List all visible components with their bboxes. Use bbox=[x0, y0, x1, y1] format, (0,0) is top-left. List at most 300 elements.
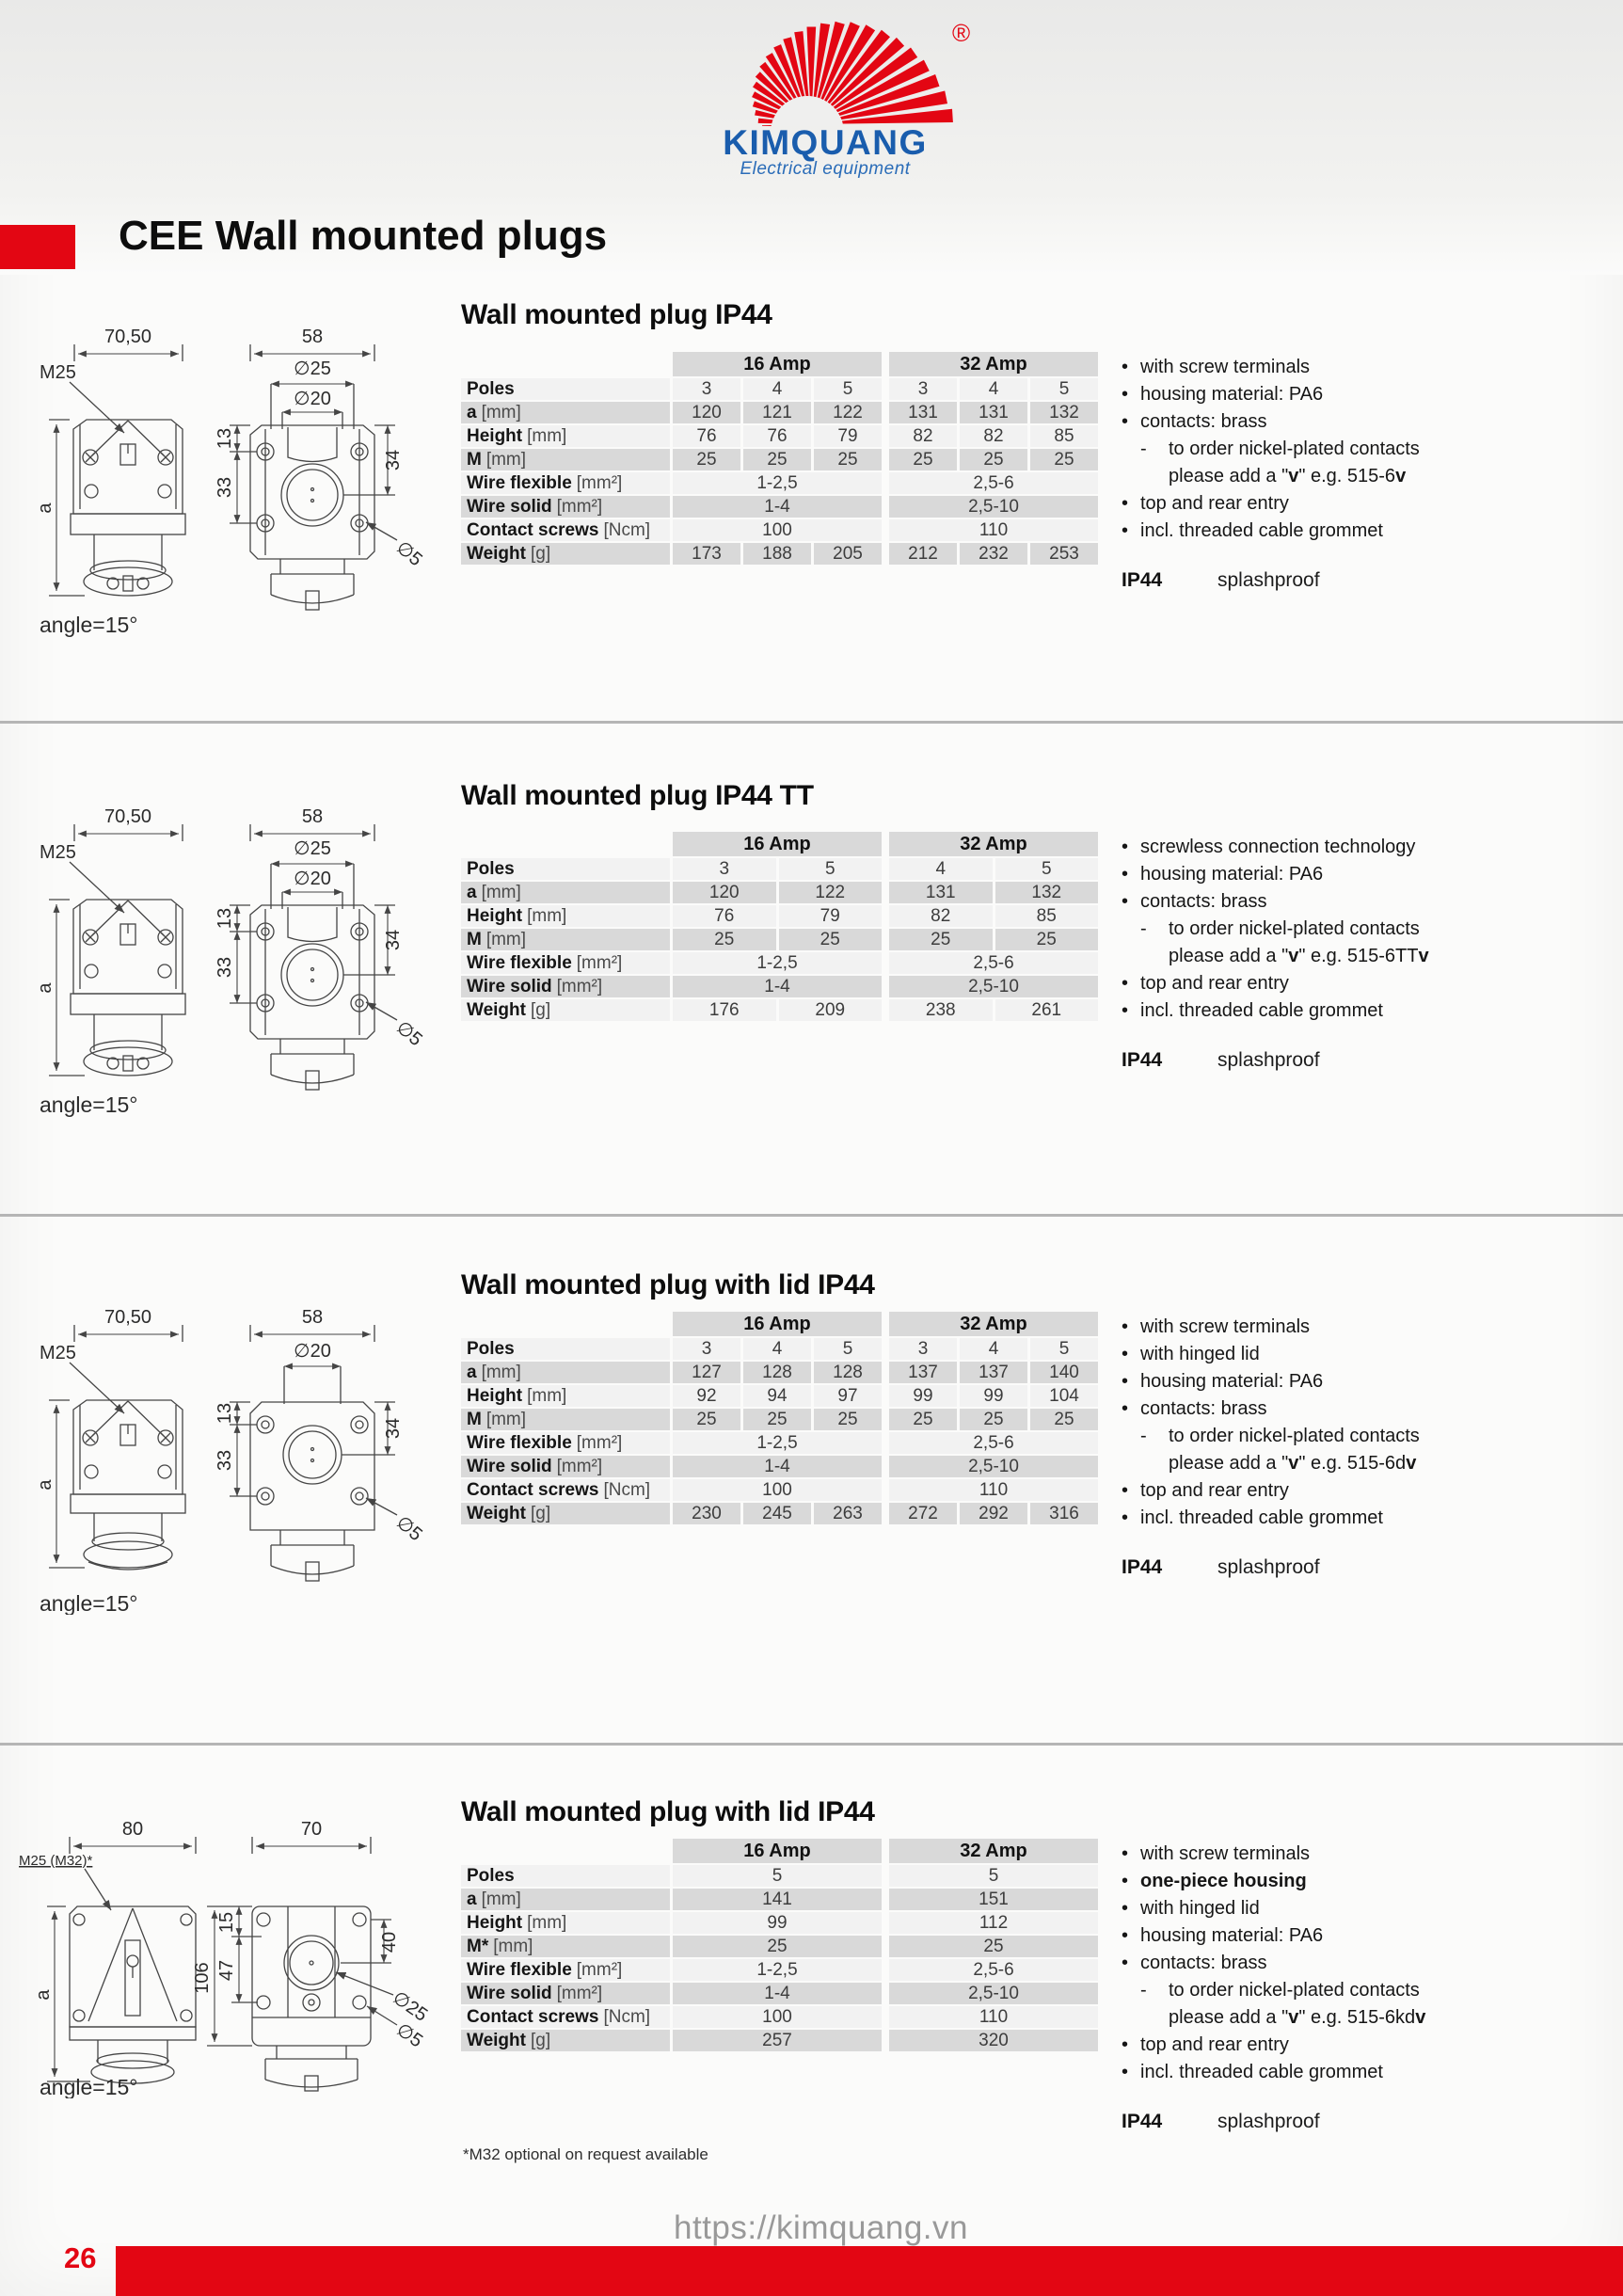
table-row bbox=[461, 2030, 1101, 2051]
amp-group bbox=[889, 449, 1098, 470]
table-cell: 2,5-6 bbox=[889, 472, 1098, 494]
table-cell: 2,5-10 bbox=[889, 496, 1098, 518]
table-row bbox=[461, 402, 1101, 423]
table-row bbox=[461, 449, 1101, 470]
table-cell: 132 bbox=[1030, 402, 1098, 423]
feature-item: • housing material: PA6 bbox=[1122, 864, 1324, 885]
table-row bbox=[461, 1912, 1101, 1934]
technical-drawing bbox=[15, 314, 438, 639]
amp-column-header: 16 Amp bbox=[673, 832, 882, 856]
feature-item: • housing material: PA6 bbox=[1122, 1925, 1324, 1946]
amp-column-header: 32 Amp bbox=[889, 832, 1098, 856]
amp-group bbox=[889, 1338, 1098, 1360]
table-cell: 257 bbox=[673, 2030, 882, 2051]
feature-item: • with screw terminals bbox=[1122, 1843, 1311, 1864]
table-cell: 320 bbox=[889, 2030, 1098, 2051]
table-cell: 99 bbox=[960, 1385, 1027, 1407]
table-cell: 25 bbox=[889, 929, 993, 950]
table-cell: 3 bbox=[889, 378, 957, 400]
table-cell: 131 bbox=[960, 402, 1027, 423]
amp-group bbox=[889, 402, 1098, 423]
feature-item: • incl. threaded cable grommet bbox=[1122, 2062, 1383, 2082]
dim-label: 70,50 bbox=[103, 806, 152, 827]
amp-group bbox=[673, 1385, 882, 1407]
amp-group bbox=[673, 1409, 882, 1430]
table-cell: 5 bbox=[995, 858, 1099, 880]
feature-item: • incl. threaded cable grommet bbox=[1122, 1507, 1383, 1528]
row-label: Contact screws [Ncm] bbox=[461, 519, 670, 541]
table-row bbox=[461, 929, 1101, 950]
page-title: CEE Wall mounted plugs bbox=[119, 213, 608, 259]
feature-note-text: to order nickel-plated contacts please add a "v" e.g. 515-6v bbox=[1169, 438, 1420, 486]
table-row bbox=[461, 1479, 1101, 1501]
amp-group bbox=[673, 425, 882, 447]
amp-group bbox=[889, 543, 1098, 565]
table-cell: 1-2,5 bbox=[673, 1432, 882, 1454]
table-cell: 110 bbox=[889, 519, 1098, 541]
table-cell: 131 bbox=[889, 882, 993, 903]
row-label: a [mm] bbox=[461, 1362, 670, 1383]
section-title: Wall mounted plug with lid IP44 bbox=[461, 1269, 875, 1300]
row-label: M [mm] bbox=[461, 929, 670, 950]
section-title: Wall mounted plug IP44 bbox=[461, 299, 772, 330]
table-cell: 25 bbox=[743, 1409, 811, 1430]
amp-group bbox=[673, 1338, 882, 1360]
row-label: Wire flexible [mm²] bbox=[461, 952, 670, 974]
feature-item: • contacts: brass bbox=[1122, 1953, 1267, 1973]
feature-note-text: to order nickel-plated contacts please add a "v" e.g. 515-6TTv bbox=[1169, 918, 1429, 966]
amp-group bbox=[673, 1456, 882, 1477]
dim-label: ∅5 bbox=[391, 1016, 426, 1051]
table-cell: 232 bbox=[960, 543, 1027, 565]
logo-fan-icon bbox=[670, 13, 980, 126]
table-cell: 25 bbox=[814, 1409, 882, 1430]
amp-group bbox=[889, 1432, 1098, 1454]
row-label: M [mm] bbox=[461, 1409, 670, 1430]
row-label: Contact screws [Ncm] bbox=[461, 1479, 670, 1501]
table-cell: 25 bbox=[960, 449, 1027, 470]
table-cell: 131 bbox=[889, 402, 957, 423]
amp-group bbox=[889, 1503, 1098, 1524]
table-cell: 25 bbox=[889, 1936, 1098, 1957]
amp-group bbox=[673, 976, 882, 997]
table-cell: 85 bbox=[1030, 425, 1098, 447]
feature-list bbox=[1122, 354, 1623, 592]
table-cell: 132 bbox=[995, 882, 1099, 903]
table-cell: 25 bbox=[673, 449, 740, 470]
company-logo bbox=[670, 13, 980, 179]
table-row bbox=[461, 952, 1101, 974]
table-cell: 4 bbox=[743, 1338, 811, 1360]
dim-label: 58 bbox=[301, 327, 324, 347]
table-cell: 76 bbox=[743, 425, 811, 447]
dim-label: 70,50 bbox=[103, 327, 152, 347]
table-cell: 82 bbox=[889, 905, 993, 927]
amp-group bbox=[889, 1362, 1098, 1383]
dim-label: ∅20 bbox=[294, 389, 331, 409]
row-label: Height [mm] bbox=[461, 1385, 670, 1407]
table-cell: 2,5-6 bbox=[889, 952, 1098, 974]
table-cell: 173 bbox=[673, 543, 740, 565]
table-row bbox=[461, 2006, 1101, 2028]
row-label: Poles bbox=[461, 858, 670, 880]
table-row bbox=[461, 976, 1101, 997]
table-cell: 1-2,5 bbox=[673, 472, 882, 494]
table-cell: 4 bbox=[889, 858, 993, 880]
amp-group bbox=[673, 1959, 882, 1981]
row-label: M* [mm] bbox=[461, 1936, 670, 1957]
amp-group bbox=[673, 1983, 882, 2004]
feature-item: • with screw terminals bbox=[1122, 357, 1311, 377]
amp-group bbox=[673, 882, 882, 903]
table-cell: 85 bbox=[995, 905, 1099, 927]
angle-label: angle=15° bbox=[40, 1092, 138, 1117]
amp-group bbox=[889, 2006, 1098, 2028]
amp-column-header: 16 Amp bbox=[673, 1312, 882, 1336]
dim-label: ∅20 bbox=[294, 1341, 331, 1362]
amp-group bbox=[673, 449, 882, 470]
table-cell: 112 bbox=[889, 1912, 1098, 1934]
amp-group bbox=[889, 1936, 1098, 1957]
footer-bar bbox=[116, 2246, 1623, 2296]
table-cell: 1-4 bbox=[673, 976, 882, 997]
amp-group bbox=[889, 1456, 1098, 1477]
amp-group bbox=[889, 1912, 1098, 1934]
table-cell: 205 bbox=[814, 543, 882, 565]
amp-group bbox=[673, 519, 882, 541]
row-label: Poles bbox=[461, 1865, 670, 1887]
row-label: Height [mm] bbox=[461, 905, 670, 927]
row-label: Wire flexible [mm²] bbox=[461, 1959, 670, 1981]
table-cell: 79 bbox=[814, 425, 882, 447]
dim-label: 58 bbox=[301, 1307, 324, 1328]
dim-label: 34 bbox=[383, 1417, 404, 1440]
technical-drawing bbox=[15, 1816, 438, 2098]
table-cell: 1-4 bbox=[673, 496, 882, 518]
table-row bbox=[461, 1385, 1101, 1407]
table-row bbox=[461, 1959, 1101, 1981]
spec-table bbox=[461, 352, 1101, 566]
dim-label: 70 bbox=[300, 1819, 323, 1840]
dim-label: a bbox=[33, 1989, 54, 2001]
amp-group bbox=[673, 1503, 882, 1524]
feature-item: • top and rear entry bbox=[1122, 493, 1289, 514]
dim-label: 34 bbox=[383, 929, 404, 951]
table-cell: 2,5-6 bbox=[889, 1432, 1098, 1454]
feature-note: - to order nickel-plated contacts please add a "v" e.g. 515-6v bbox=[1122, 436, 1623, 490]
dim-label: 106 bbox=[192, 1962, 213, 1994]
table-header-row bbox=[461, 832, 1101, 856]
technical-drawing bbox=[15, 1304, 438, 1615]
amp-group bbox=[889, 929, 1098, 950]
table-cell: 104 bbox=[1030, 1385, 1098, 1407]
dim-label: 40 bbox=[379, 1931, 400, 1953]
amp-column-header: 32 Amp bbox=[889, 1312, 1098, 1336]
row-label: Contact screws [Ncm] bbox=[461, 2006, 670, 2028]
table-cell: 2,5-10 bbox=[889, 1456, 1098, 1477]
feature-item: • with screw terminals bbox=[1122, 1316, 1311, 1337]
table-cell: 100 bbox=[673, 1479, 882, 1501]
brand-tagline: Electrical equipment bbox=[740, 159, 911, 179]
row-label: Wire solid [mm²] bbox=[461, 496, 670, 518]
table-header-row bbox=[461, 1839, 1101, 1863]
table-header-spacer bbox=[461, 832, 670, 856]
amp-column-header: 32 Amp bbox=[889, 1839, 1098, 1863]
feature-note-text: to order nickel-plated contacts please add a "v" e.g. 515-6kdv bbox=[1169, 1980, 1426, 2028]
amp-group bbox=[673, 905, 882, 927]
registered-mark: ® bbox=[952, 19, 971, 47]
row-label: a [mm] bbox=[461, 402, 670, 423]
table-cell: 1-4 bbox=[673, 1456, 882, 1477]
table-row bbox=[461, 882, 1101, 903]
dim-label: ∅25 bbox=[294, 838, 331, 859]
row-label: M [mm] bbox=[461, 449, 670, 470]
amp-group bbox=[673, 2030, 882, 2051]
table-cell: 25 bbox=[995, 929, 1099, 950]
amp-group bbox=[673, 1889, 882, 1910]
feature-item: • with hinged lid bbox=[1122, 1898, 1260, 1919]
amp-group bbox=[673, 1865, 882, 1887]
table-cell: 2,5-10 bbox=[889, 976, 1098, 997]
dim-label: 33 bbox=[215, 1449, 235, 1472]
table-header-spacer bbox=[461, 1312, 670, 1336]
table-row bbox=[461, 425, 1101, 447]
amp-group bbox=[889, 378, 1098, 400]
feature-list bbox=[1122, 1841, 1623, 2133]
amp-group bbox=[889, 976, 1098, 997]
angle-label: angle=15° bbox=[40, 2075, 138, 2098]
feature-list bbox=[1122, 834, 1623, 1072]
section-divider bbox=[0, 1214, 1623, 1217]
table-row bbox=[461, 1889, 1101, 1910]
amp-group bbox=[889, 1385, 1098, 1407]
amp-group bbox=[889, 905, 1098, 927]
feature-item: • incl. threaded cable grommet bbox=[1122, 1000, 1383, 1021]
table-cell: 263 bbox=[814, 1503, 882, 1524]
table-cell: 5 bbox=[814, 378, 882, 400]
table-cell: 25 bbox=[814, 449, 882, 470]
dim-label: ∅20 bbox=[294, 869, 331, 889]
page-number: 26 bbox=[64, 2241, 97, 2274]
amp-group bbox=[889, 882, 1098, 903]
table-cell: 25 bbox=[889, 1409, 957, 1430]
table-cell: 261 bbox=[995, 999, 1099, 1021]
table-cell: 316 bbox=[1030, 1503, 1098, 1524]
table-cell: 5 bbox=[673, 1865, 882, 1887]
row-label: Wire solid [mm²] bbox=[461, 1456, 670, 1477]
amp-column-header: 16 Amp bbox=[673, 1839, 882, 1863]
title-accent-bar bbox=[0, 225, 75, 269]
row-label: Weight [g] bbox=[461, 2030, 670, 2051]
table-row bbox=[461, 858, 1101, 880]
table-cell: 110 bbox=[889, 2006, 1098, 2028]
table-cell: 100 bbox=[673, 519, 882, 541]
table-cell: 245 bbox=[743, 1503, 811, 1524]
dim-label: a bbox=[35, 502, 56, 514]
amp-column-header: 16 Amp bbox=[673, 352, 882, 376]
row-label: a [mm] bbox=[461, 1889, 670, 1910]
dim-label: 33 bbox=[215, 476, 235, 499]
feature-item: • screwless connection technology bbox=[1122, 837, 1416, 857]
table-row bbox=[461, 472, 1101, 494]
amp-group bbox=[889, 496, 1098, 518]
brand-name: KIMQUANG bbox=[723, 123, 928, 162]
table-cell: 25 bbox=[889, 449, 957, 470]
table-cell: 2,5-6 bbox=[889, 1959, 1098, 1981]
table-header-row bbox=[461, 1312, 1101, 1336]
dim-label: M25 bbox=[40, 842, 76, 863]
table-cell: 99 bbox=[889, 1385, 957, 1407]
amp-group bbox=[889, 952, 1098, 974]
dim-label: 33 bbox=[215, 956, 235, 979]
technical-drawing bbox=[15, 794, 438, 1119]
table-row bbox=[461, 1432, 1101, 1454]
table-cell: 5 bbox=[1030, 1338, 1098, 1360]
table-cell: 94 bbox=[743, 1385, 811, 1407]
dim-label: ∅5 bbox=[391, 1511, 426, 1546]
dim-label: 58 bbox=[301, 806, 324, 827]
amp-group bbox=[673, 929, 882, 950]
amp-group bbox=[889, 858, 1098, 880]
amp-group bbox=[889, 425, 1098, 447]
table-row bbox=[461, 999, 1101, 1021]
table-cell: 209 bbox=[779, 999, 883, 1021]
protection-rating: IP44 splashproof bbox=[1122, 2111, 1320, 2132]
dim-label: 13 bbox=[215, 427, 235, 450]
row-label: Wire flexible [mm²] bbox=[461, 472, 670, 494]
amp-group bbox=[889, 1983, 1098, 2004]
website-watermark: https://kimquang.vn bbox=[674, 2209, 968, 2246]
footnote: *M32 optional on request available bbox=[463, 2145, 708, 2163]
table-cell: 120 bbox=[673, 402, 740, 423]
feature-note: - to order nickel-plated contacts please add a "v" e.g. 515-6dv bbox=[1122, 1423, 1623, 1477]
section-title: Wall mounted plug with lid IP44 bbox=[461, 1796, 875, 1827]
amp-group bbox=[889, 1479, 1098, 1501]
feature-note: - to order nickel-plated contacts please add a "v" e.g. 515-6kdv bbox=[1122, 1977, 1623, 2032]
angle-label: angle=15° bbox=[40, 1591, 138, 1615]
table-cell: 5 bbox=[889, 1865, 1098, 1887]
protection-rating: IP44 splashproof bbox=[1122, 569, 1320, 591]
table-cell: 76 bbox=[673, 425, 740, 447]
table-cell: 238 bbox=[889, 999, 993, 1021]
table-row bbox=[461, 1338, 1101, 1360]
table-cell: 25 bbox=[779, 929, 883, 950]
table-cell: 176 bbox=[673, 999, 776, 1021]
dim-label: 13 bbox=[215, 1402, 235, 1425]
dim-label: M25 bbox=[40, 1343, 76, 1363]
table-cell: 76 bbox=[673, 905, 776, 927]
dim-label: M25 (M32)* bbox=[19, 1853, 93, 1869]
table-cell: 230 bbox=[673, 1503, 740, 1524]
table-cell: 100 bbox=[673, 2006, 882, 2028]
table-row bbox=[461, 378, 1101, 400]
table-cell: 1-2,5 bbox=[673, 1959, 882, 1981]
row-label: Height [mm] bbox=[461, 425, 670, 447]
table-header-spacer bbox=[461, 352, 670, 376]
feature-note-text: to order nickel-plated contacts please add a "v" e.g. 515-6dv bbox=[1169, 1426, 1420, 1474]
table-cell: 92 bbox=[673, 1385, 740, 1407]
amp-group bbox=[889, 472, 1098, 494]
table-cell: 128 bbox=[743, 1362, 811, 1383]
dim-label: ∅5 bbox=[391, 536, 426, 571]
amp-group bbox=[889, 999, 1098, 1021]
amp-group bbox=[673, 472, 882, 494]
dim-label: 80 bbox=[121, 1819, 144, 1840]
row-label: Weight [g] bbox=[461, 1503, 670, 1524]
table-row bbox=[461, 543, 1101, 565]
table-cell: 122 bbox=[814, 402, 882, 423]
feature-note: - to order nickel-plated contacts please add a "v" e.g. 515-6TTv bbox=[1122, 916, 1623, 970]
amp-group bbox=[673, 496, 882, 518]
amp-group bbox=[673, 1912, 882, 1934]
amp-group bbox=[673, 1432, 882, 1454]
table-cell: 151 bbox=[889, 1889, 1098, 1910]
table-cell: 97 bbox=[814, 1385, 882, 1407]
table-cell: 25 bbox=[743, 449, 811, 470]
table-cell: 212 bbox=[889, 543, 957, 565]
feature-item: • one-piece housing bbox=[1122, 1871, 1307, 1891]
dim-label: a bbox=[35, 982, 56, 994]
dim-label: 47 bbox=[216, 1959, 237, 1982]
amp-group bbox=[889, 2030, 1098, 2051]
table-cell: 137 bbox=[960, 1362, 1027, 1383]
amp-group bbox=[673, 999, 882, 1021]
table-cell: 272 bbox=[889, 1503, 957, 1524]
row-label: Poles bbox=[461, 1338, 670, 1360]
dim-label: 15 bbox=[216, 1911, 237, 1934]
table-cell: 122 bbox=[779, 882, 883, 903]
dim-label: M25 bbox=[40, 362, 76, 383]
table-cell: 188 bbox=[743, 543, 811, 565]
protection-rating: IP44 splashproof bbox=[1122, 1556, 1320, 1578]
feature-item: • contacts: brass bbox=[1122, 891, 1267, 912]
table-cell: 128 bbox=[814, 1362, 882, 1383]
table-cell: 1-4 bbox=[673, 1983, 882, 2004]
angle-label: angle=15° bbox=[40, 613, 138, 637]
row-label: Wire solid [mm²] bbox=[461, 976, 670, 997]
row-label: a [mm] bbox=[461, 882, 670, 903]
table-cell: 140 bbox=[1030, 1362, 1098, 1383]
table-cell: 25 bbox=[960, 1409, 1027, 1430]
table-cell: 120 bbox=[673, 882, 776, 903]
table-cell: 99 bbox=[673, 1912, 882, 1934]
amp-group bbox=[673, 1362, 882, 1383]
row-label: Poles bbox=[461, 378, 670, 400]
table-cell: 25 bbox=[1030, 449, 1098, 470]
table-cell: 4 bbox=[960, 1338, 1027, 1360]
feature-item: • top and rear entry bbox=[1122, 1480, 1289, 1501]
table-cell: 2,5-10 bbox=[889, 1983, 1098, 2004]
spec-table bbox=[461, 832, 1101, 1023]
row-label: Weight [g] bbox=[461, 999, 670, 1021]
table-header-spacer bbox=[461, 1839, 670, 1863]
row-label: Wire flexible [mm²] bbox=[461, 1432, 670, 1454]
table-cell: 3 bbox=[673, 378, 740, 400]
table-cell: 137 bbox=[889, 1362, 957, 1383]
amp-group bbox=[673, 1936, 882, 1957]
table-cell: 79 bbox=[779, 905, 883, 927]
table-cell: 110 bbox=[889, 1479, 1098, 1501]
table-row bbox=[461, 1456, 1101, 1477]
dim-label: ∅25 bbox=[389, 1987, 432, 2026]
table-cell: 1-2,5 bbox=[673, 952, 882, 974]
amp-group bbox=[673, 2006, 882, 2028]
dim-label: ∅5 bbox=[392, 2019, 427, 2052]
amp-group bbox=[889, 1959, 1098, 1981]
amp-group bbox=[889, 519, 1098, 541]
amp-group bbox=[673, 402, 882, 423]
row-label: Height [mm] bbox=[461, 1912, 670, 1934]
